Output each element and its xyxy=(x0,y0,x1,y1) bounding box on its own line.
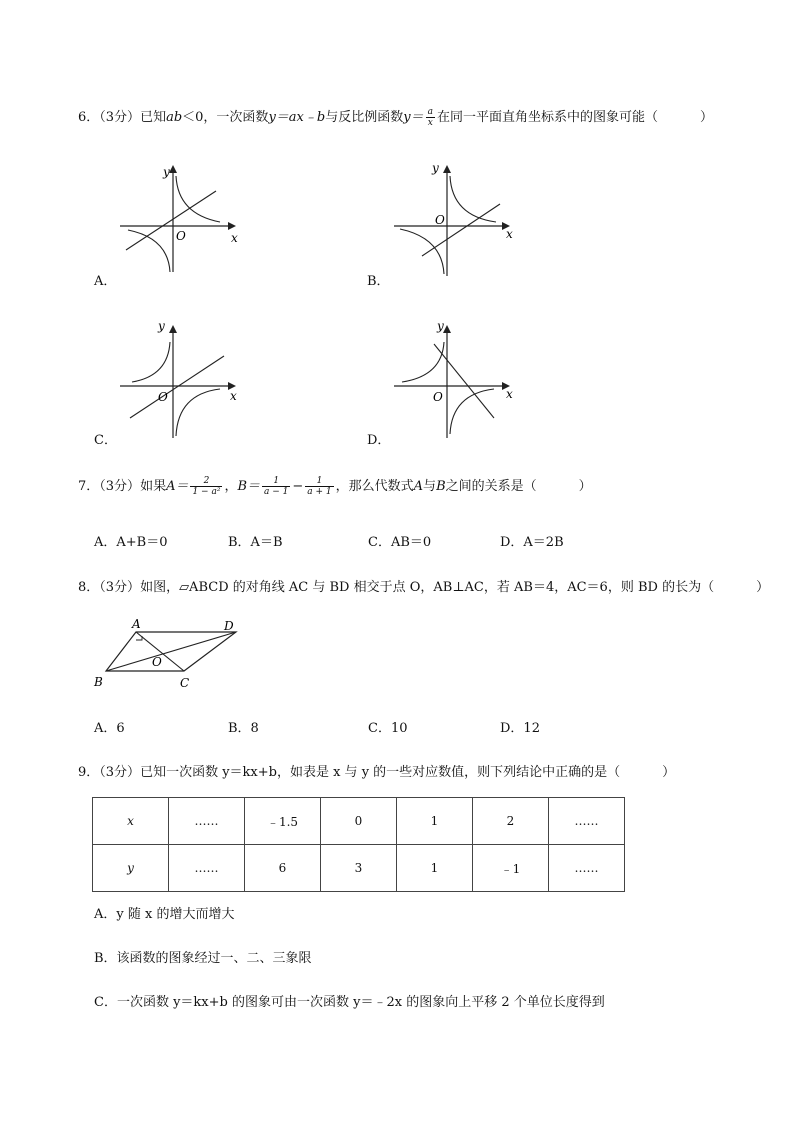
option-d-label: D． xyxy=(367,433,391,448)
table-cell: ﹣1.5 xyxy=(245,798,321,845)
vertex-C-label: C xyxy=(180,676,190,690)
axis-y-label: y xyxy=(432,161,439,175)
q7-option-c: C．AB＝0 xyxy=(368,535,432,550)
q7-option-b: B．A＝B xyxy=(228,535,283,550)
graph-option-a xyxy=(118,158,248,274)
question-7-stem: 7．（3分）如果A＝ $\frac{2}{\text{1 − a²}}$ ，B＝ $\frac{1}{a - 1}$ − $\frac{1}{a + 1}$ ，那么代数式A与B之间的关系是（ ） xyxy=(78,476,592,497)
axis-y-label: y xyxy=(437,319,444,333)
q7-option-d: D．A＝2B xyxy=(500,535,564,550)
axis-y-label: y xyxy=(163,165,170,179)
option-b-label: B． xyxy=(367,274,390,289)
axis-x-label: x xyxy=(231,231,238,245)
axis-x-label: x xyxy=(230,389,237,403)
option-a-label: A． xyxy=(94,274,117,289)
table-cell: ﹣1 xyxy=(473,845,549,892)
q8-option-a: A．6 xyxy=(94,721,125,736)
origin-label: O xyxy=(158,390,168,404)
origin-label: O xyxy=(435,213,445,227)
table-cell: …… xyxy=(169,798,245,845)
table-cell: …… xyxy=(169,845,245,892)
graph-option-c xyxy=(118,318,248,440)
table-cell: …… xyxy=(549,845,625,892)
question-9-stem: 9．（3分）已知一次函数 y＝kx+b，如表是 x 与 y 的一些对应数值，则下列结论中正确的是（ ） xyxy=(78,765,676,780)
q8-option-d: D．12 xyxy=(500,721,540,736)
parallelogram-figure xyxy=(90,614,250,694)
question-number: 6． xyxy=(78,110,100,125)
fraction-B1: $\frac{1}{a - 1}$ xyxy=(264,476,289,497)
fraction-a-over-x: $\frac{a}{x}$ xyxy=(427,107,433,128)
graph-option-d xyxy=(392,318,522,440)
vertex-B-label: B xyxy=(94,675,103,689)
table-cell: x xyxy=(93,798,169,845)
table-cell: …… xyxy=(549,798,625,845)
q9-option-b: B．该函数的图象经过一、二、三象限 xyxy=(94,951,312,966)
origin-label: O xyxy=(176,229,186,243)
table-cell: y xyxy=(93,845,169,892)
table-row xyxy=(93,798,625,845)
origin-label: O xyxy=(433,390,443,404)
q9-option-a: A．y 随 x 的增大而增大 xyxy=(94,907,235,922)
graph-option-b xyxy=(392,158,522,278)
question-6-stem: 6．（3分）已知ab＜0，一次函数y＝ax﹣b与反比例函数y＝ $\frac{a}{x}$ 在同一平面直角坐标系中的图象可能（ ） xyxy=(78,107,713,128)
vertex-O-label: O xyxy=(152,655,162,669)
table-cell: 6 xyxy=(245,845,321,892)
question-8-stem: 8．（3分）如图，▱ABCD 的对角线 AC 与 BD 相交于点 O，AB⊥AC，若 AB＝4，AC＝6，则 BD 的长为（ ） xyxy=(78,580,770,595)
q8-option-c: C．10 xyxy=(368,721,408,736)
table-cell: 3 xyxy=(321,845,397,892)
fraction-B2: $\frac{1}{a + 1}$ xyxy=(307,476,332,497)
q9-option-c: C．一次函数 y＝kx+b 的图象可由一次函数 y＝﹣2x 的图象向上平移 2 个单位长度得到 xyxy=(94,995,605,1010)
axis-x-label: x xyxy=(506,387,513,401)
table-cell: 2 xyxy=(473,798,549,845)
fraction-A: $\frac{2}{\text{1 − a²}}$ xyxy=(192,476,221,497)
values-table xyxy=(92,797,625,892)
vertex-A-label: A xyxy=(132,617,141,631)
table-cell: 0 xyxy=(321,798,397,845)
q8-option-b: B．8 xyxy=(228,721,259,736)
axis-y-label: y xyxy=(158,319,165,333)
question-score: （3分） xyxy=(99,110,141,125)
option-c-label: C． xyxy=(94,433,117,448)
table-cell: 1 xyxy=(397,798,473,845)
q7-option-a: A．A+B＝0 xyxy=(94,535,168,550)
vertex-D-label: D xyxy=(224,619,234,633)
table-row xyxy=(93,845,625,892)
axis-x-label: x xyxy=(506,227,513,241)
table-cell: 1 xyxy=(397,845,473,892)
linear-function: y＝ax﹣b xyxy=(268,110,326,125)
